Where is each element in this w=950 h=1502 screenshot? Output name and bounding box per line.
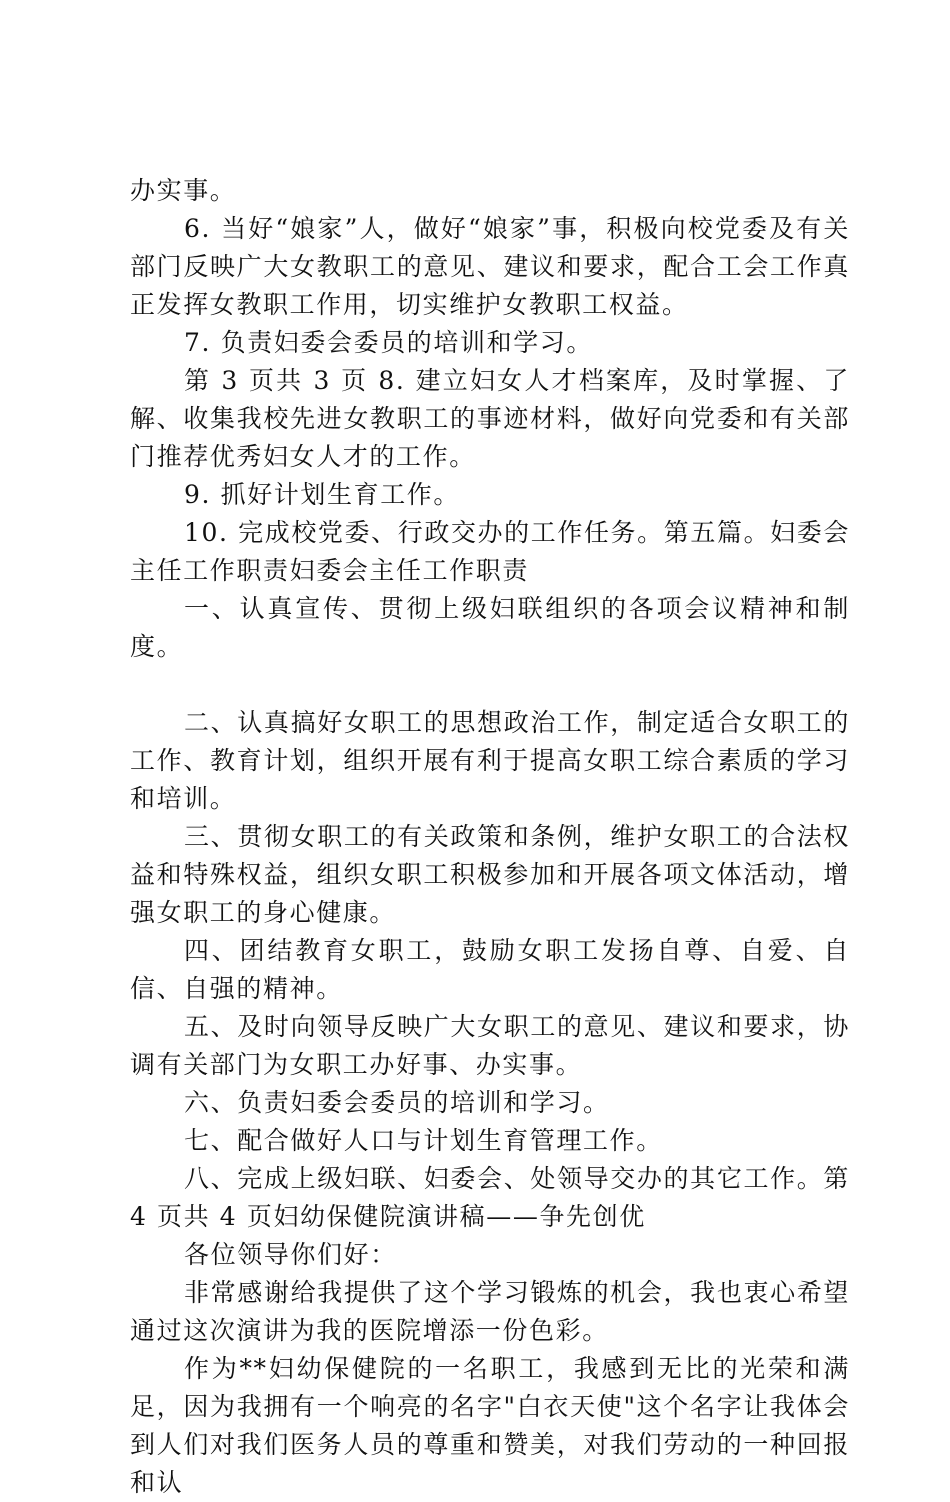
paragraph-duty-6: 六、负责妇委会委员的培训和学习。 [184, 1088, 610, 1117]
paragraph-duty-3: 三、贯彻女职工的有关政策和条例，维护女职工的合法权益和特殊权益，组织女职工积极参加和开展各项文体活动，增强女职工的身心健康。 [130, 822, 850, 927]
paragraph-continuation: 办实事。 [130, 176, 237, 205]
paragraph-item-8: 第 3 页共 3 页 8. 建立妇女人才档案库，及时掌握、了解、收集我校先进女教职工的事迹材料，做好向党委和有关部门推荐优秀妇女人才的工作。 [130, 366, 850, 471]
paragraph-item-9: 9. 抓好计划生育工作。 [184, 480, 461, 509]
paragraph-gap [130, 666, 850, 704]
paragraph-duty-5: 五、及时向领导反映广大女职工的意见、建议和要求，协调有关部门为女职工办好事、办实事。 [130, 1012, 850, 1079]
paragraph-speech-1: 非常感谢给我提供了这个学习锻炼的机会，我也衷心希望通过这次演讲为我的医院增添一份色彩。 [130, 1278, 850, 1345]
document-body [130, 172, 850, 1502]
paragraph-item-10: 10. 完成校党委、行政交办的工作任务。第五篇。妇委会主任工作职责妇委会主任工作职责 [130, 518, 850, 585]
paragraph-greeting: 各位领导你们好： [184, 1240, 397, 1269]
paragraph-duty-4: 四、团结教育女职工，鼓励女职工发扬自尊、自爱、自信、自强的精神。 [130, 936, 850, 1003]
paragraph-item-6: 6. 当好“娘家”人，做好“娘家”事，积极向校党委及有关部门反映广大女教职工的意见、建议和要求，配合工会工作真正发挥女教职工作用，切实维护女教职工权益。 [130, 214, 850, 319]
paragraph-duty-7: 七、配合做好人口与计划生育管理工作。 [184, 1126, 663, 1155]
paragraph-duty-8: 八、完成上级妇联、妇委会、处领导交办的其它工作。第 4 页共 4 页妇幼保健院演讲稿——争先创优 [130, 1164, 850, 1231]
paragraph-speech-2: 作为**妇幼保健院的一名职工，我感到无比的光荣和满足，因为我拥有一个响亮的名字"白衣天使"这个名字让我体会到人们对我们医务人员的尊重和赞美，对我们劳动的一种回报和认 [130, 1354, 850, 1497]
paragraph-duty-1: 一、认真宣传、贯彻上级妇联组织的各项会议精神和制度。 [130, 594, 850, 661]
paragraph-item-7: 7. 负责妇委会委员的培训和学习。 [184, 328, 594, 357]
paragraph-duty-2: 二、认真搞好女职工的思想政治工作，制定适合女职工的工作、教育计划，组织开展有利于提高女职工综合素质的学习和培训。 [130, 708, 850, 813]
